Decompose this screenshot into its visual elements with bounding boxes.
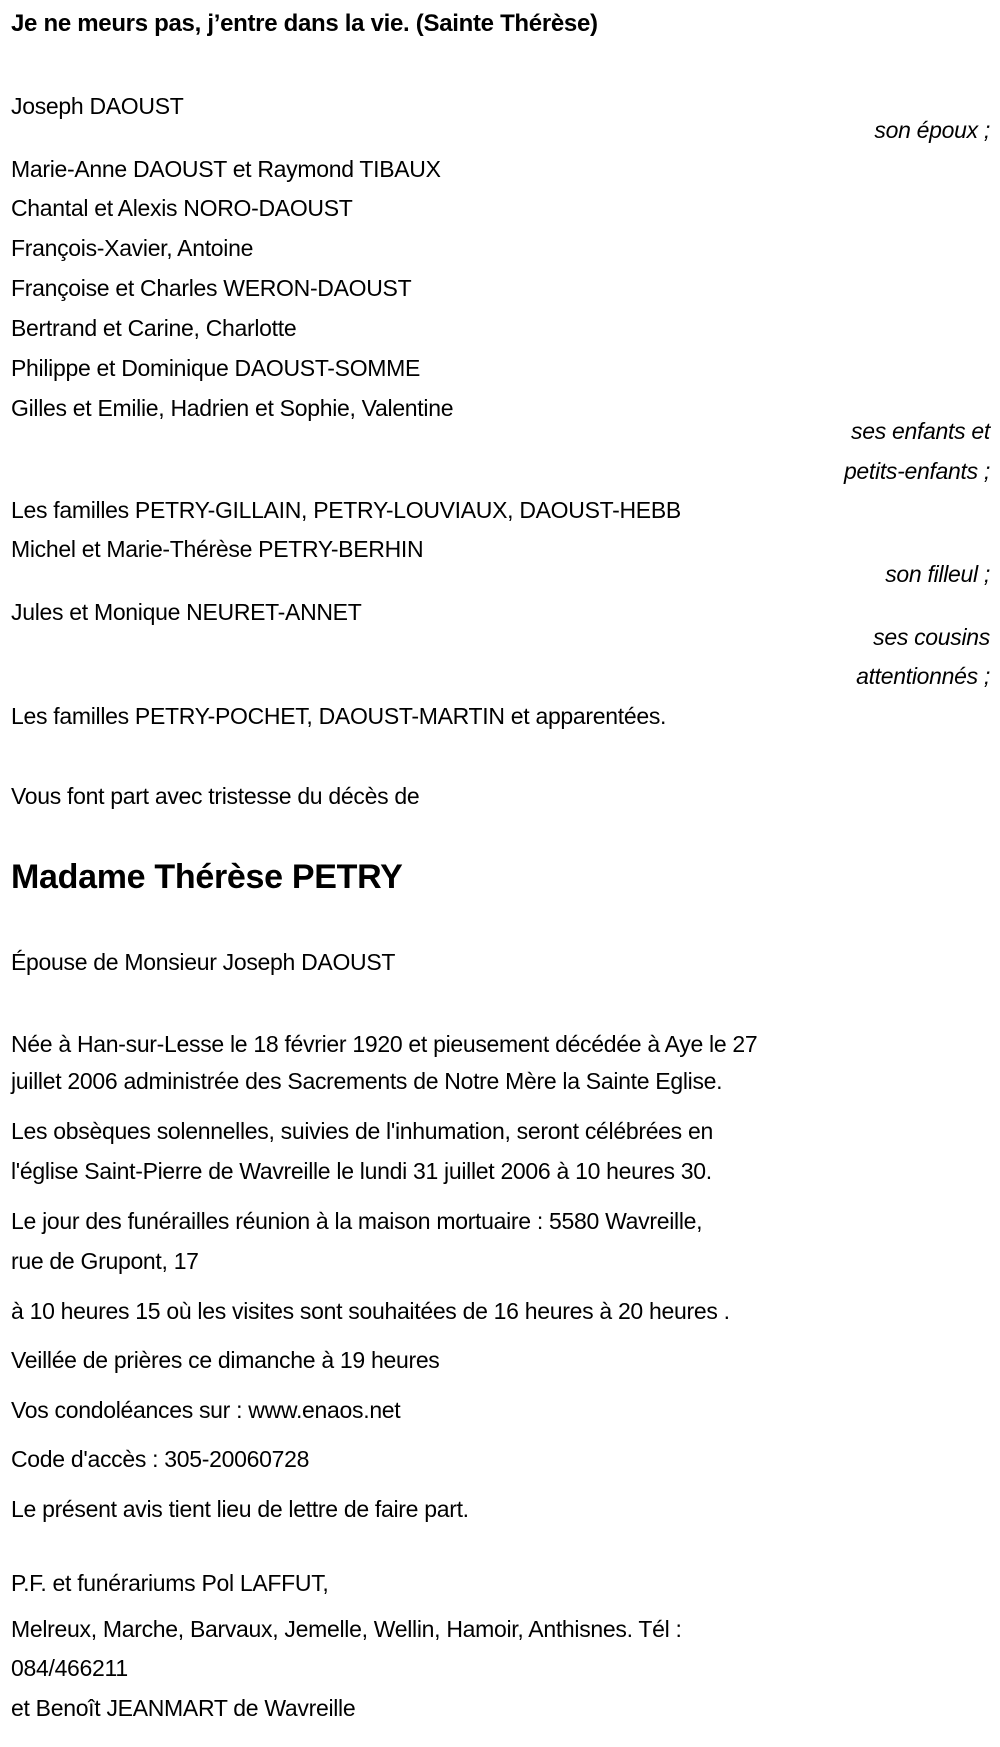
detail-line: Veillée de prières ce dimanche à 19 heures (11, 1347, 440, 1373)
quote: Je ne meurs pas, j’entre dans la vie. (Sainte Thérèse) (11, 10, 598, 37)
spouse-line: Épouse de Monsieur Joseph DAOUST (11, 949, 396, 975)
family-line: Bertrand et Carine, Charlotte (11, 315, 297, 341)
relation-label: son époux ; (874, 117, 990, 143)
family-line: Marie-Anne DAOUST et Raymond TIBAUX (11, 156, 441, 182)
family-line: Françoise et Charles WERON-DAOUST (11, 275, 412, 301)
family-line: Les familles PETRY-GILLAIN, PETRY-LOUVIAUX, DAOUST-HEBB (11, 497, 681, 523)
detail-line: juillet 2006 administrée des Sacrements de Notre Mère la Sainte Eglise. (11, 1068, 723, 1094)
detail-line: Les obsèques solennelles, suivies de l'inhumation, seront célébrées en (11, 1118, 713, 1144)
detail-line: Le présent avis tient lieu de lettre de faire part. (11, 1496, 469, 1522)
family-line: Joseph DAOUST (11, 93, 184, 119)
detail-line: à 10 heures 15 où les visites sont souhaitées de 16 heures à 20 heures . (11, 1298, 730, 1324)
relation-label: son filleul ; (885, 561, 990, 587)
funeral-home-line: P.F. et funérariums Pol LAFFUT, (11, 1570, 329, 1596)
detail-line: Le jour des funérailles réunion à la maison mortuaire : 5580 Wavreille, (11, 1208, 703, 1234)
funeral-home-line: Melreux, Marche, Barvaux, Jemelle, Wellin, Hamoir, Anthisnes. Tél : (11, 1616, 682, 1642)
family-line: François-Xavier, Antoine (11, 235, 254, 261)
family-line: Philippe et Dominique DAOUST-SOMME (11, 355, 421, 381)
relation-label: ses enfants et (851, 418, 990, 444)
detail-line: l'église Saint-Pierre de Wavreille le lundi 31 juillet 2006 à 10 heures 30. (11, 1158, 712, 1184)
relation-label: petits-enfants ; (843, 458, 990, 484)
family-line: Les familles PETRY-POCHET, DAOUST-MARTIN et apparentées. (11, 703, 667, 729)
family-line: Chantal et Alexis NORO-DAOUST (11, 195, 353, 221)
funeral-home-phone: 084/466211 (11, 1655, 128, 1681)
announcement: Vous font part avec tristesse du décès de (11, 783, 420, 809)
family-line: Gilles et Emilie, Hadrien et Sophie, Valentine (11, 395, 454, 421)
family-line: Michel et Marie-Thérèse PETRY-BERHIN (11, 536, 424, 562)
condolences-link[interactable]: Vos condoléances sur : www.enaos.net (11, 1397, 401, 1423)
funeral-home-line: et Benoît JEANMART de Wavreille (11, 1695, 356, 1721)
family-line: Jules et Monique NEURET-ANNET (11, 599, 362, 625)
relation-label: ses cousins (873, 624, 990, 650)
detail-line: rue de Grupont, 17 (11, 1248, 199, 1274)
relation-label: attentionnés ; (856, 663, 990, 689)
deceased-name: Madame Thérèse PETRY (11, 858, 403, 896)
detail-line: Née à Han-sur-Lesse le 18 février 1920 et pieusement décédée à Aye le 27 (11, 1031, 758, 1057)
access-code: Code d'accès : 305-20060728 (11, 1446, 310, 1472)
